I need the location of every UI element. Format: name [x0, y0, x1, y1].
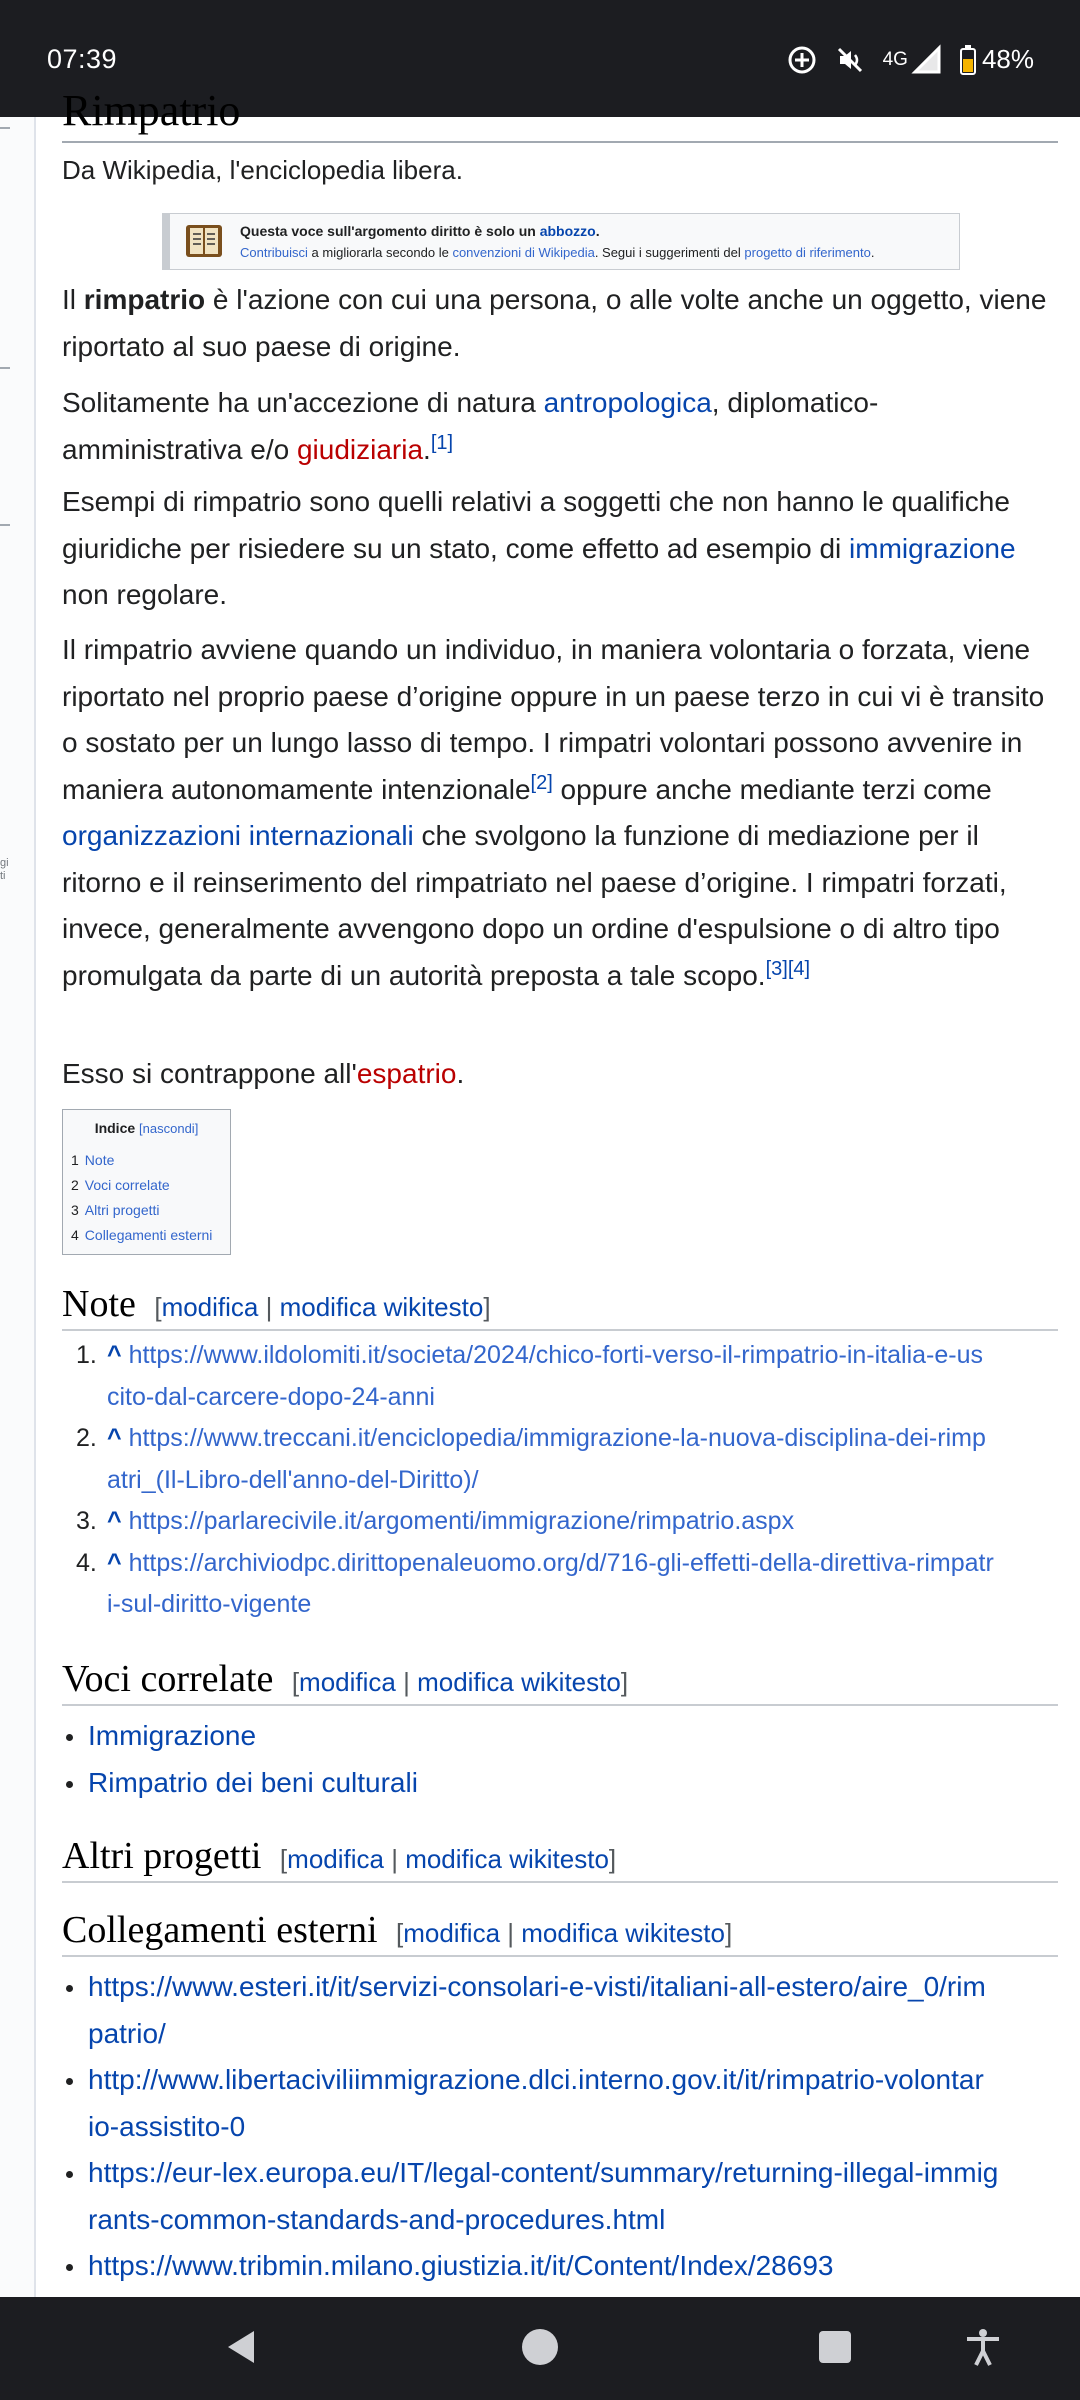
related-link[interactable]: Immigrazione: [88, 1720, 257, 1751]
back-button[interactable]: [222, 2327, 262, 2372]
paragraph-2: Solitamente ha un'accezione di natura antropologica, diplomatico-amministrativa e/o giudiziaria.[1]: [62, 387, 879, 465]
edit-link[interactable]: modifica: [287, 1844, 384, 1874]
link-immigrazione[interactable]: immigrazione: [849, 532, 1016, 564]
paragraph-5: Esso si contrappone all'espatrio.: [62, 1058, 465, 1089]
stub-link-contribuisci[interactable]: Contribuisci: [240, 245, 308, 260]
accessibility-button[interactable]: [963, 2327, 1003, 2372]
edit-link[interactable]: modifica: [403, 1918, 501, 1948]
notes-list: [62, 1335, 1058, 1626]
ref-3[interactable]: [3]: [765, 957, 788, 980]
page-title: Rimpatrio: [62, 86, 241, 135]
edit-wikitext-link[interactable]: modifica wikitesto: [417, 1667, 621, 1697]
page-content[interactable]: [0, 86, 1080, 2297]
note-backlink[interactable]: ^: [107, 1548, 122, 1577]
status-icons: [787, 44, 1034, 75]
note-backlink[interactable]: ^: [107, 1424, 122, 1452]
navigation-bar: [0, 2297, 1080, 2400]
ref-1[interactable]: [1]: [430, 431, 454, 454]
external-link[interactable]: https://www.esteri.it/it/servizi-consolari-e-visti/italiani-all-estero/aire_0/rim: [88, 1971, 986, 2002]
section-heading-altri-progetti: Altri progetti [modifica | modifica wikitesto]: [62, 1834, 1058, 1883]
toc-title: Indice [nascondi]: [94, 1120, 199, 1136]
accessibility-icon: [963, 2327, 1003, 2367]
ref-2[interactable]: [2]: [530, 771, 553, 794]
home-icon: [520, 2327, 560, 2367]
note-item: 1. ^ https://www.ildolomiti.it/societa/2024/chico-forti-verso-il-rimpatrio-in-italia-e-us cito-dal-carcere-dopo-24-anni: [76, 1341, 983, 1411]
edit-link[interactable]: modifica: [161, 1292, 259, 1322]
toc-item[interactable]: 2 Voci correlate: [71, 1177, 170, 1193]
section-edit-links: [modifica | modifica wikitesto]: [154, 1292, 491, 1322]
link-espatrio[interactable]: espatrio: [356, 1058, 457, 1089]
signal-icon: [912, 45, 942, 75]
bold-term: rimpatrio: [83, 284, 206, 315]
ref-4[interactable]: [4]: [787, 957, 811, 980]
list-item: http://www.libertaciviliimmigrazione.dlci.interno.gov.it/it/rimpatrio-volontar io-assistito-0: [62, 2057, 1058, 2150]
battery-icon: [960, 45, 976, 75]
toc-item[interactable]: 1 Note: [71, 1152, 115, 1168]
stub-text: Questa voce sull'argomento diritto è solo un: [240, 223, 540, 239]
left-rail: [0, 117, 36, 2297]
external-links-list: [62, 1964, 1058, 2290]
paragraph-4: Il rimpatrio avviene quando un individuo, in maniera volontaria o forzata, viene riportato nel proprio paese d’origine oppure in un paese terzo in cui vi è transito o sostato per un lungo lasso di tempo. I rimpatri volontari possono avvenire in maniera autonomamente intenzionale[2] oppure anche mediante terzi come organizzazioni internazionali che svolgono la funzione di mediazione per il ritorno e il reinserimento del rimpatriato nel paese d’origine. I rimpatri forzati, invece, generalmente avvengono dopo un ordine d'espulsione o di altro tipo promulgata da parte di un autorità preposta a tale scopo.[3][4]: [62, 634, 1045, 991]
paragraph-3: Esempi di rimpatrio sono quelli relativi a soggetti che non hanno le qualifiche giuridiche per risiedere su un stato, come effetto ad esempio di immigrazione non regolare.: [62, 486, 1016, 610]
related-link[interactable]: Rimpatrio dei beni culturali: [88, 1766, 418, 1798]
back-icon: [222, 2327, 262, 2367]
rail-divider: [0, 524, 10, 526]
recents-button[interactable]: [815, 2327, 855, 2372]
edit-wikitext-link[interactable]: modifica wikitesto: [405, 1844, 609, 1874]
list-item: [62, 2243, 1058, 2290]
toc-toggle[interactable]: [nascondi]: [139, 1121, 199, 1136]
list-item: [62, 1760, 1058, 1807]
stub-link-convenzioni[interactable]: convenzioni di Wikipedia: [452, 245, 595, 260]
list-item: https://www.esteri.it/it/servizi-consolari-e-visti/italiani-all-estero/aire_0/rim patrio/: [62, 1964, 1058, 2057]
toc-item[interactable]: 4 Collegamenti esterni: [71, 1227, 213, 1243]
stub-notice: Questa voce sull'argomento diritto è solo un abbozzo. Contribuisci a migliorarla secondo le convenzioni di Wikipedia. Segui i suggerimenti del progetto di riferimento.: [162, 213, 960, 270]
edit-wikitext-link[interactable]: modifica wikitesto: [521, 1918, 725, 1948]
sync-icon: [787, 45, 817, 75]
rail-divider: [0, 127, 10, 129]
rail-label: gi ti: [0, 857, 9, 882]
note-item: 4. ^ https://archiviodpc.dirittopenaleuomo.org/d/716-gli-effetti-della-direttiva-rimpatr i-sul-diritto-vigente: [76, 1548, 994, 1618]
edit-link[interactable]: modifica: [299, 1667, 396, 1697]
link-giudiziaria[interactable]: giudiziaria: [296, 433, 424, 465]
section-heading-voci-correlate: Voci correlate [modifica | modifica wikitesto]: [62, 1657, 1058, 1706]
link-organizzazioni-internazionali[interactable]: organizzazioni internazionali: [62, 820, 414, 851]
paragraph-1: Il rimpatrio è l'azione con cui una persona, o alle volte anche un oggetto, viene riportato al suo paese di origine.: [62, 284, 1047, 362]
mute-icon: [835, 45, 865, 75]
list-item: https://eur-lex.europa.eu/IT/legal-content/summary/returning-illegal-immig rants-common-standards-and-procedures.html: [62, 2150, 1058, 2243]
battery-level: 48%: [981, 44, 1034, 74]
note-link[interactable]: https://www.ildolomiti.it/societa/2024/chico-forti-verso-il-rimpatrio-in-italia-e-us: [128, 1341, 983, 1369]
table-of-contents: [62, 1109, 231, 1255]
edit-wikitext-link[interactable]: modifica wikitesto: [279, 1292, 484, 1322]
section-heading-collegamenti-esterni: Collegamenti esterni [modifica | modifica wikitesto]: [62, 1908, 1058, 1957]
book-icon: [182, 219, 226, 263]
link-antropologica[interactable]: antropologica: [543, 387, 712, 418]
list-item: [62, 1713, 1058, 1760]
section-heading-note: Note [modifica | modifica wikitesto]: [62, 1282, 1058, 1331]
site-subtitle: Da Wikipedia, l'enciclopedia libera.: [62, 155, 463, 185]
related-list: [62, 1713, 1058, 1806]
external-link[interactable]: https://www.tribmin.milano.giustizia.it/it/Content/Index/28693: [88, 2250, 834, 2281]
recents-icon: [815, 2327, 855, 2367]
stub-link-abbozzo[interactable]: abbozzo: [539, 223, 596, 239]
note-link[interactable]: https://www.treccani.it/enciclopedia/immigrazione-la-nuova-disciplina-dei-rimp: [128, 1424, 986, 1452]
home-button[interactable]: [520, 2327, 560, 2372]
external-link[interactable]: https://eur-lex.europa.eu/IT/legal-content/summary/returning-illegal-immig: [88, 2157, 999, 2188]
note-link[interactable]: https://archiviodpc.dirittopenaleuomo.org/d/716-gli-effetti-della-direttiva-rimpatr: [128, 1548, 994, 1577]
rail-divider: [0, 367, 10, 369]
toc-item[interactable]: 3 Altri progetti: [71, 1202, 160, 1218]
network-type: 4G: [882, 48, 908, 70]
section-edit-links: [modifica | modifica wikitesto]: [279, 1844, 617, 1874]
note-link[interactable]: https://parlarecivile.it/argomenti/immigrazione/rimpatrio.aspx: [128, 1507, 795, 1535]
note-item: 2. ^ https://www.treccani.it/enciclopedia/immigrazione-la-nuova-disciplina-dei-rimp atri_(Il-Libro-dell'anno-del-Diritto)/: [76, 1424, 986, 1494]
stub-link-progetto[interactable]: progetto di riferimento: [744, 245, 871, 260]
note-item: 3. ^ https://parlarecivile.it/argomenti/immigrazione/rimpatrio.aspx: [76, 1507, 795, 1535]
status-time: 07:39: [47, 44, 118, 74]
external-link[interactable]: http://www.libertaciviliimmigrazione.dlci.interno.gov.it/it/rimpatrio-volontar: [88, 2064, 984, 2095]
note-backlink[interactable]: ^: [107, 1507, 122, 1535]
section-edit-links: [modifica | modifica wikitesto]: [395, 1918, 733, 1948]
title-divider: [62, 141, 1058, 143]
section-edit-links: [modifica | modifica wikitesto]: [291, 1667, 629, 1697]
note-backlink[interactable]: ^: [107, 1341, 122, 1369]
toc-list: [71, 1148, 230, 1248]
